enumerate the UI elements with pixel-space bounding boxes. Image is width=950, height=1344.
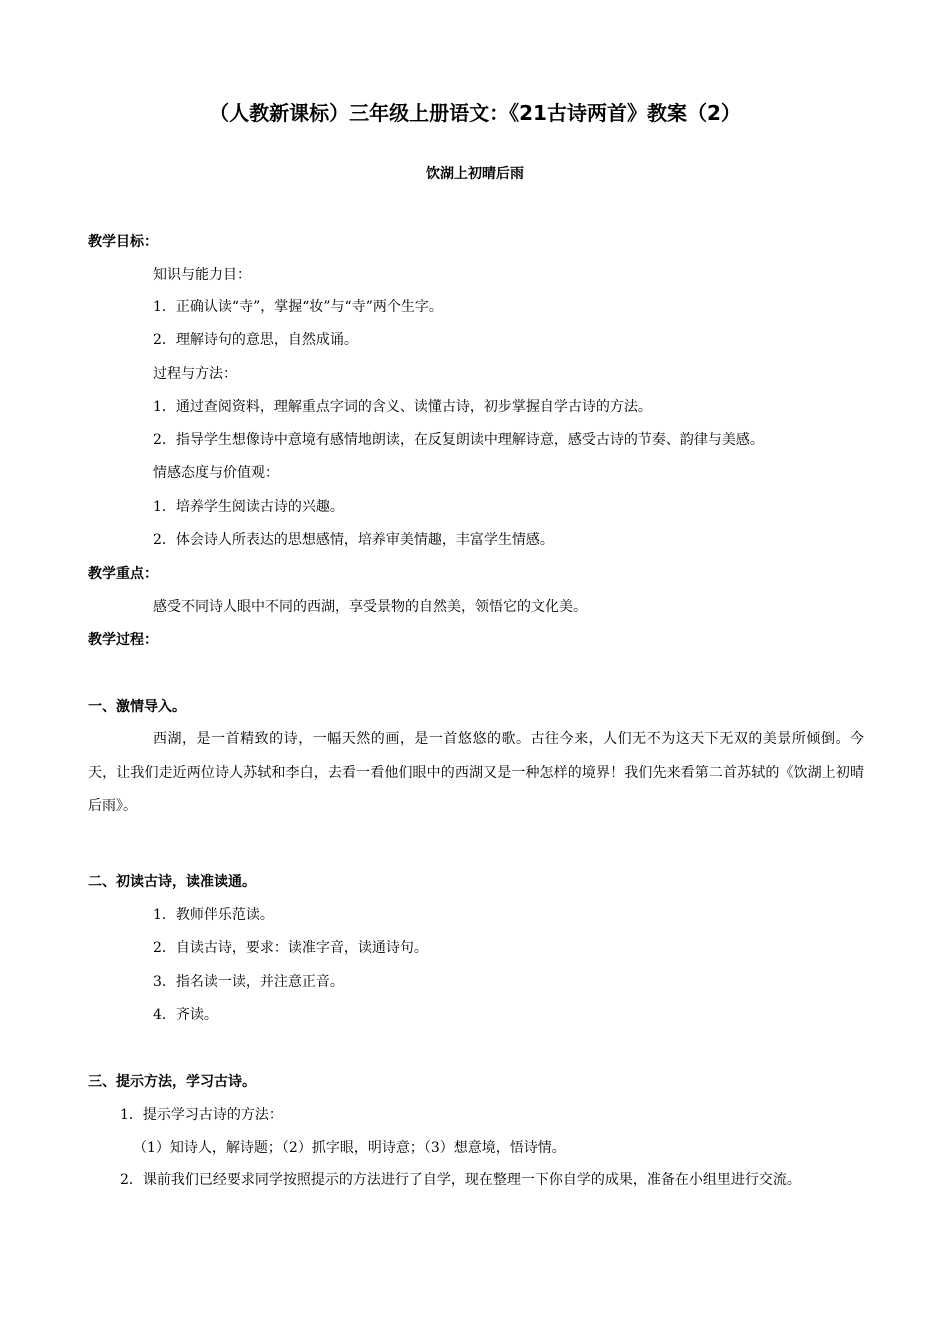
section1-heading: 一、激情导入。 — [88, 699, 186, 715]
section2-item: 3．指名读一读，并注意正音。 — [153, 974, 344, 990]
knowledge-label: 知识与能力目： — [153, 267, 251, 283]
emotion-item: 1．培养学生阅读古诗的兴趣。 — [153, 499, 344, 515]
document-title: （人教新课标）三年级上册语文：《21古诗两首》教案（2） — [209, 101, 741, 125]
section2-heading: 二、初读古诗，读准读通。 — [88, 874, 256, 890]
process-item: 2．指导学生想像诗中意境有感情地朗读，在反复朗读中理解诗意，感受古诗的节奏、韵律与美感。 — [153, 432, 764, 448]
section3-heading: 三、提示方法，学习古诗。 — [88, 1074, 256, 1090]
section2-item: 1．教师伴乐范读。 — [153, 907, 274, 923]
section2-item: 4．齐读。 — [153, 1007, 218, 1023]
section3-methods: （1）知诗人，解诗题；（2）抓字眼，明诗意；（3）想意境，悟诗情。 — [133, 1140, 566, 1156]
emotion-label: 情感态度与价值观： — [153, 465, 279, 481]
focus-heading: 教学重点： — [88, 566, 158, 582]
section1-paragraph: 西湖，是一首精致的诗，一幅天然的画，是一首悠悠的歌。古往今来，人们无不为这天下无双的美景所倾倒。今天，让我们走近两位诗人苏轼和李白，去看一看他们眼中的西湖又是一种怎样的境界！我们先来看第二首苏轼的《饮湖上初晴后雨》。 — [88, 731, 864, 814]
process-item: 1．通过查阅资料，理解重点字词的含义、读懂古诗，初步掌握自学古诗的方法。 — [153, 399, 652, 415]
knowledge-item: 1．正确认读“寺”，掌握“妆”与“寺”两个生字。 — [153, 299, 443, 315]
section3-item: 1．提示学习古诗的方法： — [120, 1107, 283, 1123]
focus-text: 感受不同诗人眼中不同的西湖，享受景物的自然美，领悟它的文化美。 — [153, 599, 587, 615]
goals-heading: 教学目标： — [88, 234, 158, 250]
poem-subtitle: 饮湖上初晴后雨 — [426, 166, 524, 182]
knowledge-item: 2．理解诗句的意思，自然成诵。 — [153, 332, 358, 348]
section3-paragraph: 2．课前我们已经要求同学按照提示的方法进行了自学，现在整理一下你自学的成果，准备在小组里进行交流。 — [120, 1172, 801, 1188]
process-heading: 教学过程： — [88, 632, 158, 648]
emotion-item: 2．体会诗人所表达的思想感情，培养审美情趣，丰富学生情感。 — [153, 532, 554, 548]
section2-item: 2．自读古诗，要求：读准字音，读通诗句。 — [153, 940, 428, 956]
process-label: 过程与方法： — [153, 366, 237, 382]
